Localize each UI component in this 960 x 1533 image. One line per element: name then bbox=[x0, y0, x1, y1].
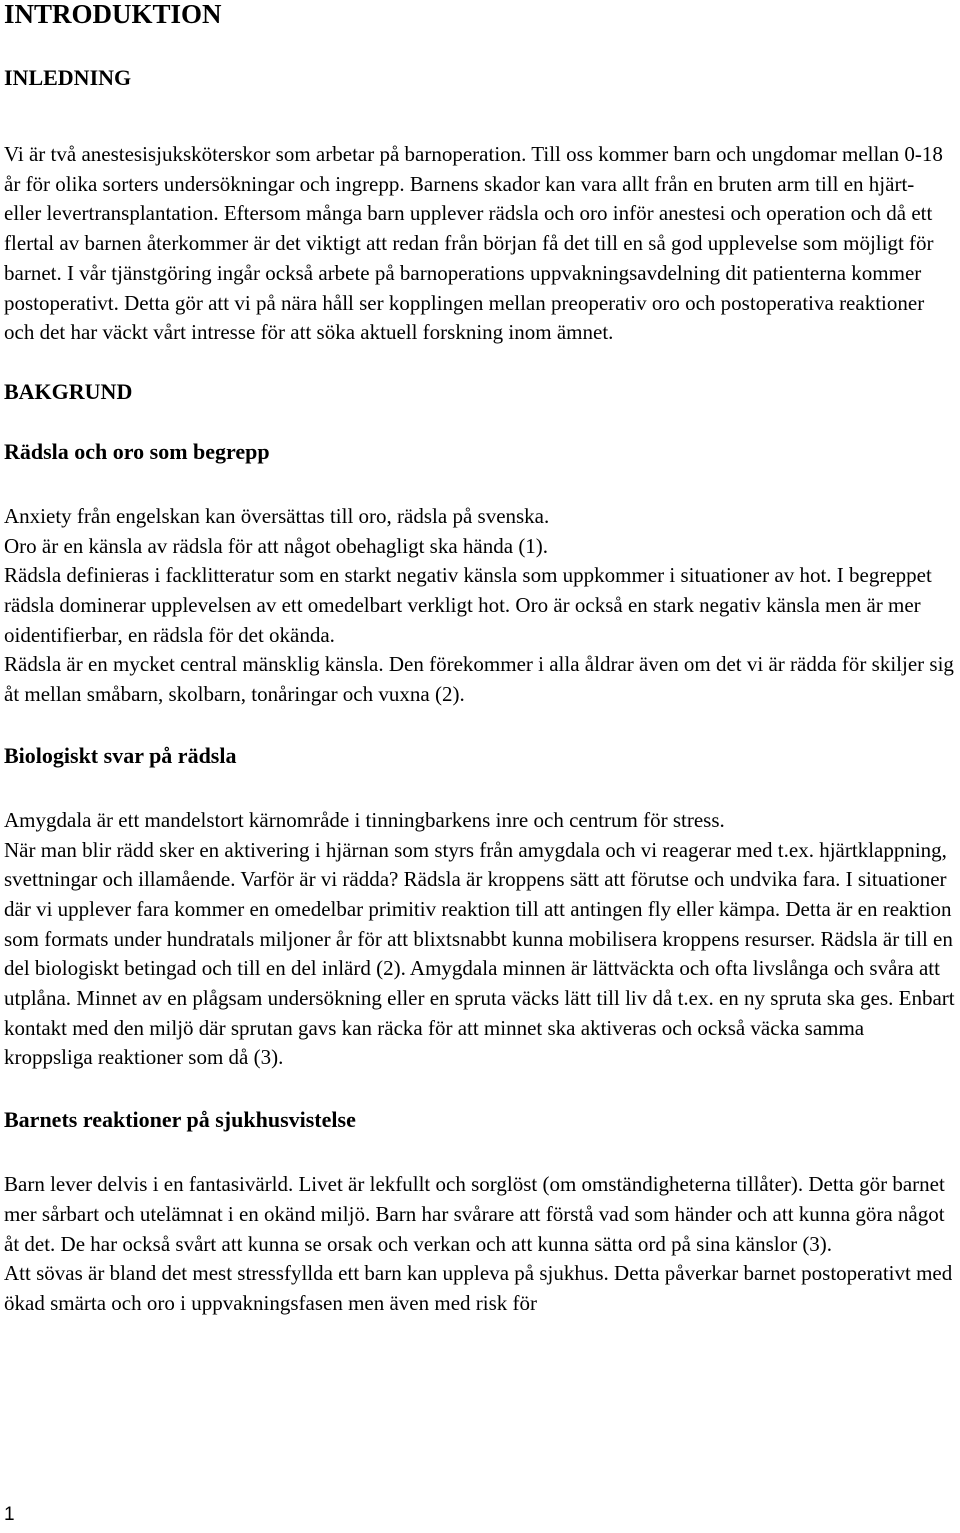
paragraph-biologiskt bbox=[4, 806, 956, 1073]
paragraph-radsla bbox=[4, 502, 956, 710]
document-page bbox=[4, 0, 956, 1319]
page-number: 1 bbox=[4, 1504, 15, 1525]
subheading-barnets-reaktioner: Barnets reaktioner på sjukhusvistelse bbox=[4, 1107, 356, 1133]
text-line: När man blir rädd sker en aktivering i hjärnan som styrs från amygdala och vi reagerar med t.ex. hjärtklappning, svettningar och illamående. Varför är vi rädda? Rädsla är kroppens sätt att förutse och undvika fara. I situationer där vi upplever fara kommer en omedelbar primitiv reaktion till att antingen fly eller kämpa. Detta är en reaktion som formats under hundratals miljoner år för att blixtsnabbt kunna mobilisera kroppens resurser. Rädsla är till en del biologiskt betingad och till en del inlärd (2). Amygdala minnen är lättväckta och ofta livslånga och svåra att utplåna. Minnet av en plågsam undersökning eller en spruta väcks lätt till liv då t.ex. en ny spruta ska ges. Enbart kontakt med den miljö där sprutan gavs kan räcka för att minnet ska aktiveras och också väcka samma kroppsliga reaktioner som då (3). bbox=[4, 837, 955, 1070]
section-heading-bakgrund: BAKGRUND bbox=[4, 378, 133, 404]
text-line: Rädsla definieras i facklitteratur som en starkt negativ känsla som uppkommer i situationer av hot. I begreppet rädsla dominerar upplevelsen av ett omedelbart verkligt hot. Oro är också en stark negativ känsla men är mer oidentifierbar, en rädsla för det okända. bbox=[4, 563, 932, 647]
paragraph-inledning: Vi är två anestesisjuksköterskor som arbetar på barnoperation. Till oss kommer barn och ungdomar mellan 0-18 år för olika sorters undersökningar och ingrepp. Barnens skador kan vara allt från en bruten arm till en hjärt- eller levertransplantation. Eftersom många barn upplever rädsla och oro inför anestesi och operation och då ett flertal av barnen återkommer är det viktigt att redan från början få det till en så god upplevelse som möjligt för barnet. I vår tjänstgöring ingår också arbete på barnoperations uppvakningsavdelning dit patienterna kommer postoperativt. Detta gör att vi på nära håll ser kopplingen mellan preoperativ oro och postoperativa reaktioner och det har väckt vårt intresse för att söka aktuell forskning inom ämnet. bbox=[4, 142, 943, 345]
section-heading-inledning: INLEDNING bbox=[4, 65, 132, 90]
document-title: INTRODUKTION bbox=[4, 0, 222, 29]
text-line: Att sövas är bland det mest stressfyllda ett barn kan uppleva på sjukhus. Detta påverkar barnet postoperativt med ökad smärta och oro i uppvakningsfasen men även med risk för bbox=[4, 1261, 953, 1315]
paragraph-barnets-reaktioner bbox=[4, 1170, 956, 1319]
text-line: Rädsla är en mycket central mänsklig känsla. Den förekommer i alla åldrar även om det vi är rädda för skiljer sig åt mellan småbarn, skolbarn, tonåringar och vuxna (2). bbox=[4, 652, 954, 707]
text-line: Oro är en känsla av rädsla för att något obehagligt ska hända (1). bbox=[4, 533, 549, 558]
subheading-biologiskt: Biologiskt svar på rädsla bbox=[4, 742, 237, 768]
text-line: Anxiety från engelskan kan översättas till oro, rädsla på svenska. bbox=[4, 503, 550, 528]
text-line: Barn lever delvis i en fantasivärld. Livet är lekfullt och sorglöst (om omständigheterna tillåter). Detta gör barnet mer sårbart och utelämnat i en okänd miljö. Barn har svårare att förstå vad som händer och att kunna göra något åt det. De har också svårt att kunna se orsak och verkan och att kunna sätta ord på sina känslor (3). bbox=[4, 1172, 945, 1256]
text-line: Amygdala är ett mandelstort kärnområde i tinningbarkens inre och centrum för stress. bbox=[4, 807, 725, 832]
subheading-radsla: Rädsla och oro som begrepp bbox=[4, 438, 270, 464]
